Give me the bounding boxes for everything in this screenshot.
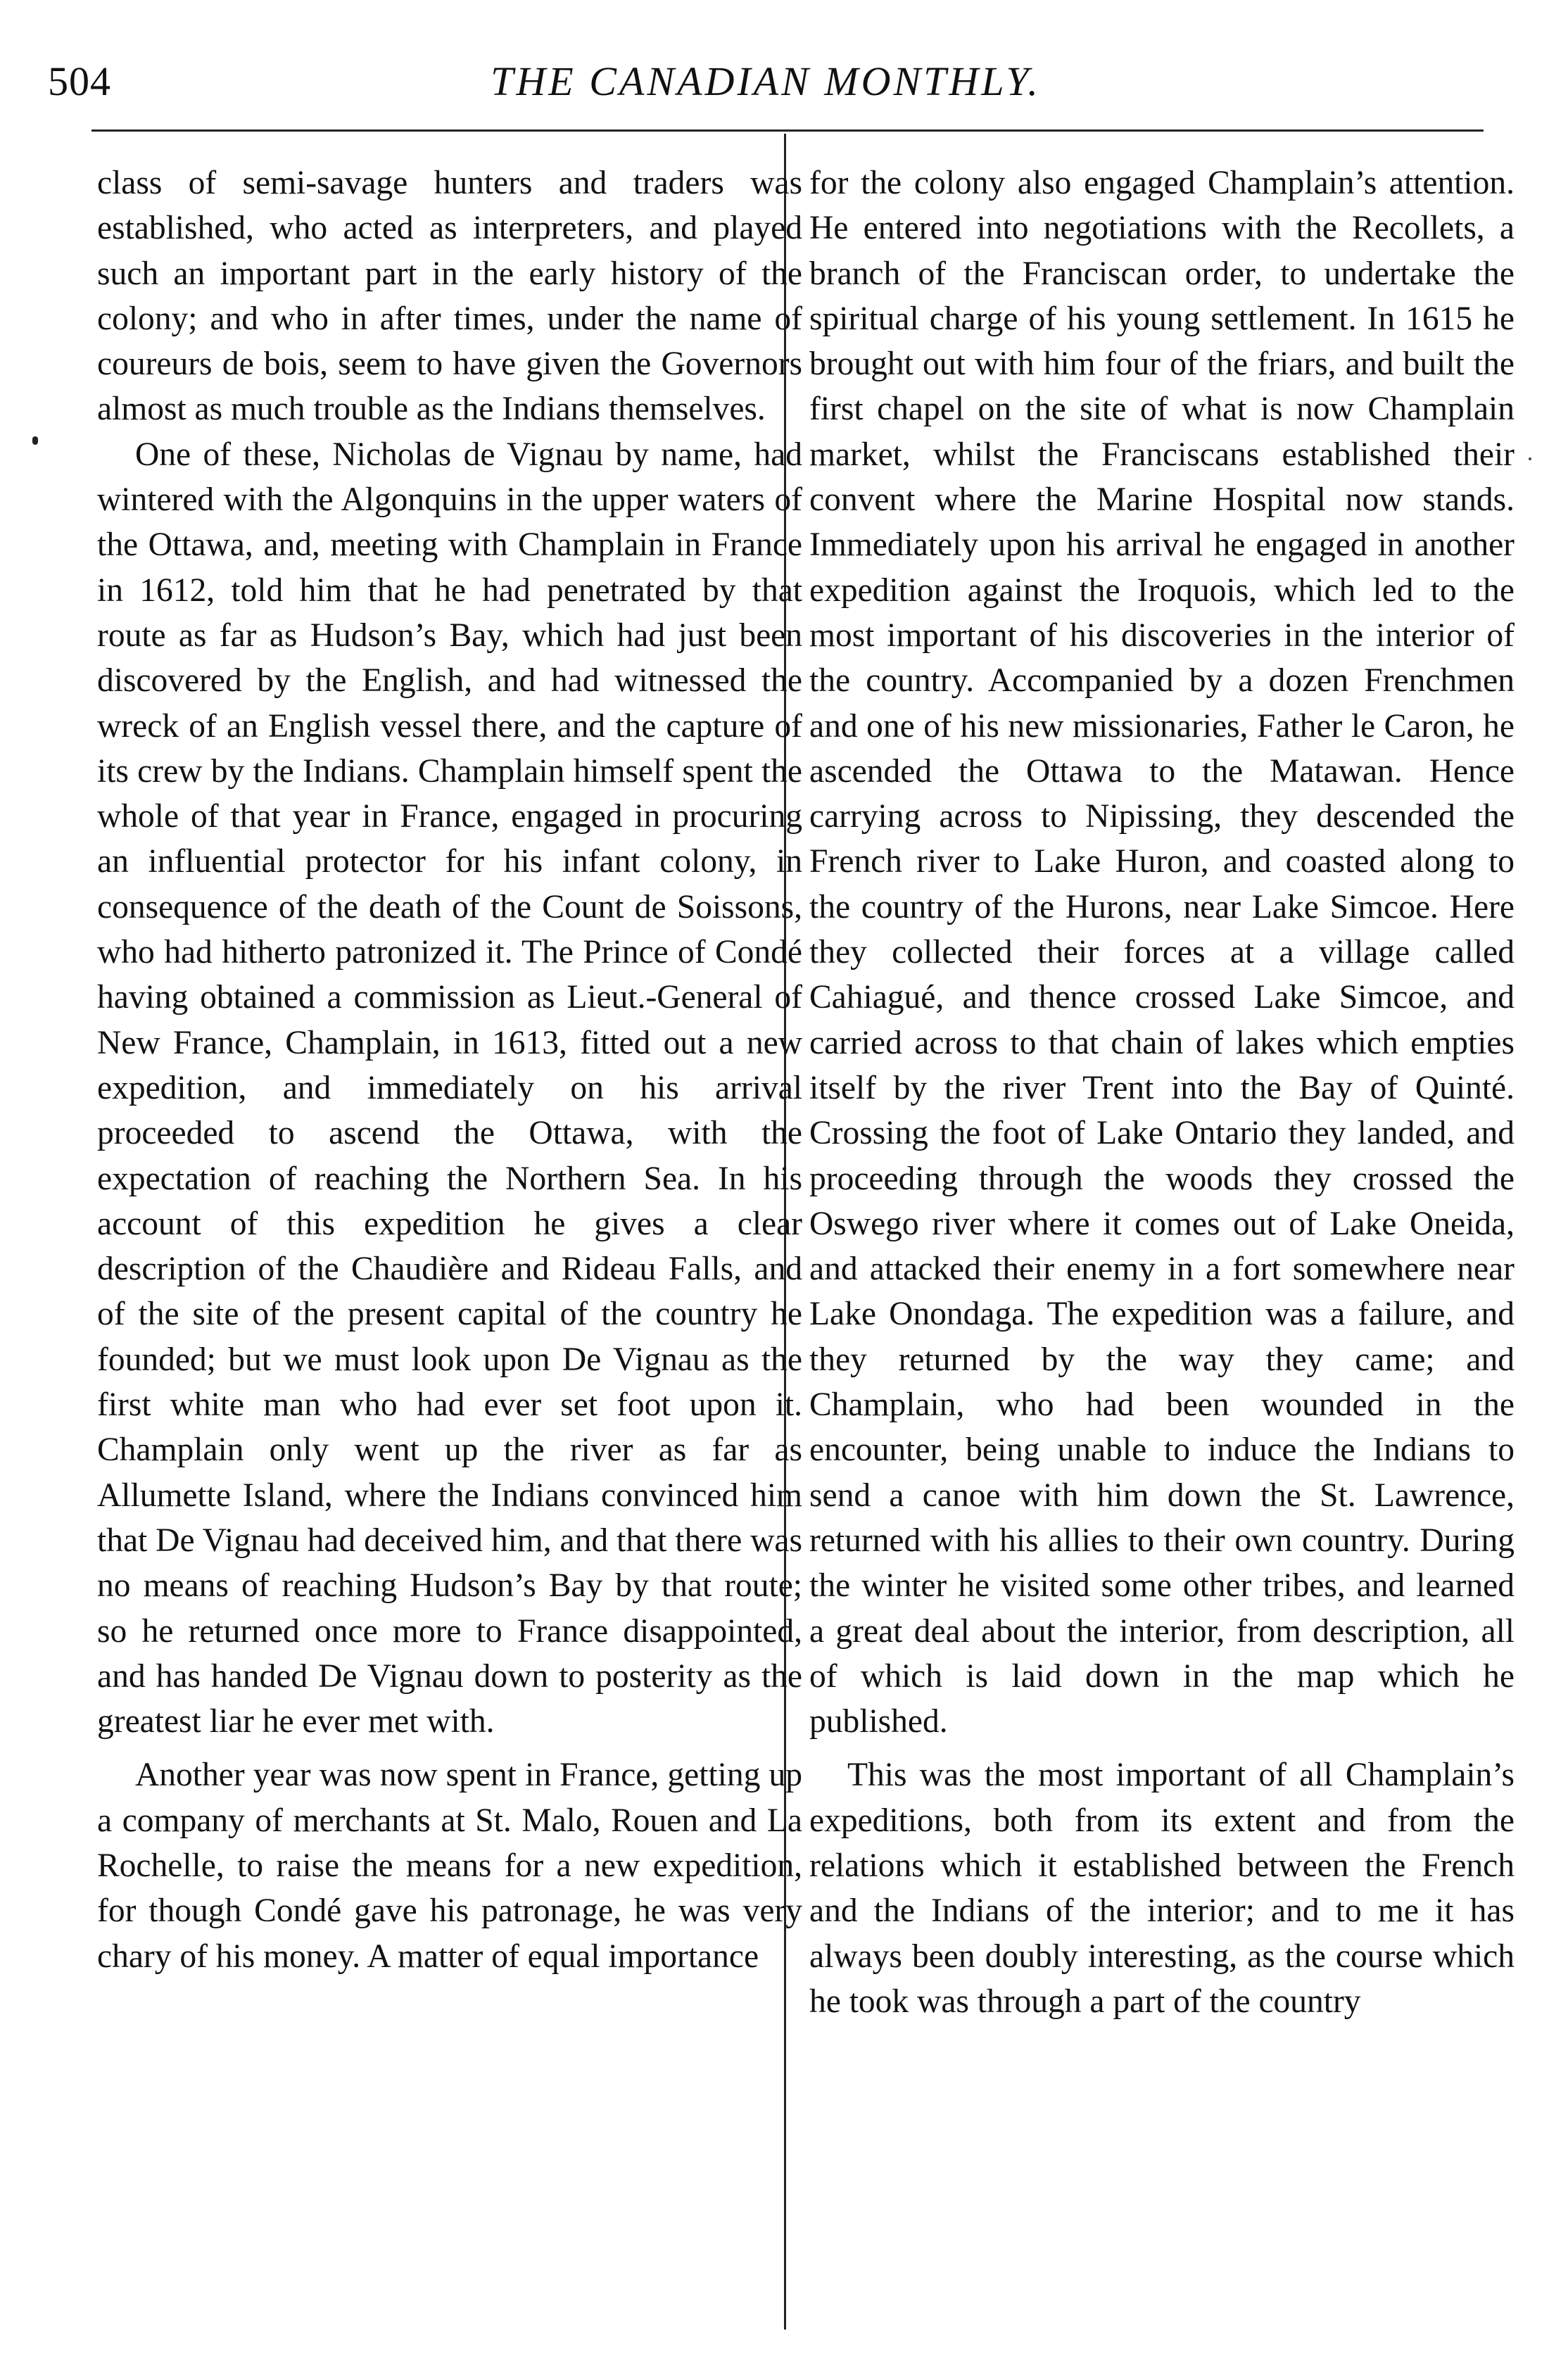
left-paragraph-3: Another year was now spent in France, getting up a company of merchants at St. Malo, Rouen and La Rochelle, to raise the means for a new expedition, for though Condé gave his patronage, he was very chary of his money. A matter of equal importance bbox=[97, 1757, 802, 1975]
running-title: THE CANADIAN MONTHLY. bbox=[491, 58, 1041, 104]
right-column bbox=[809, 160, 1515, 2024]
left-paragraph-1: class of semi-savage hunters and traders was established, who acted as interpreters, and played such an important part in the early history of the colony; and who in after times, under the name of coureurs de bois, seem to have given the Governors almost as much trouble as the Indians themselves. bbox=[97, 165, 802, 428]
left-paragraph-2: One of these, Nicholas de Vignau by name, had wintered with the Algonquins in the upper waters of the Ottawa, and, meeting with Champlain in France in 1612, told him that he had penetrated by that route as far as Hudson’s Bay, which had just been discovered by the English, and had witnessed the wreck of an English vessel there, and the capture of its crew by the Indians. Champlain himself spent the whole of that year in France, engaged in procuring an influential protector for his infant colony, in consequence of the death of the Count de Soissons, who had hitherto patronized it. The Prince of Condé having obtained a commission as Lieut.-General of New France, Champlain, in 1613, fitted out a new expedition, and immediately on his arrival proceeded to ascend the Ottawa, with the expectation of reaching the Northern Sea. In his account of this expedition he gives a clear description of the Chaudière and Rideau Falls, and of the site of the present capital of the country he founded; but we must look upon De Vignau as the first white man who had ever set foot upon it. Champlain only went up the river as far as Allumette Island, where the Indians convinced him that De Vignau had deceived him, and that there was no means of reaching Hudson’s Bay by that route; so he returned once more to France disappointed, and has handed De Vignau down to posterity as the greatest liar he ever met with. bbox=[97, 436, 802, 1740]
page-number: 504 bbox=[48, 58, 111, 104]
right-paragraph-1: for the colony also engaged Champlain’s attention. He entered into negotiations with the Recollets, a branch of the Franciscan order, to undertake the spiritual charge of his young settlement. In 1615 he brought out with him four of the friars, and built the first chapel on the site of what is now Champlain market, whilst the Franciscans established their convent where the Marine Hospital now stands. Immediately upon his arrival he engaged in another expedition against the Iroquois, which led to the most important of his discoveries in the interior of the country. Accompanied by a dozen Frenchmen and one of his new missionaries, Father le Caron, he ascended the Ottawa to the Matawan. Hence carrying across to Nipissing, they descended the French river to Lake Huron, and coasted along to the country of the Hurons, near Lake Simcoe. Here they collected their forces at a village called Cahiagué, and thence crossed Lake Simcoe, and carried across to that chain of lakes which empties itself by the river Trent into the Bay of Quinté. Crossing the foot of Lake Ontario they landed, and proceeding through the woods they crossed the Oswego river where it comes out of Lake Oneida, and attacked their enemy in a fort somewhere near Lake Onondaga. The expedition was a failure, and they returned by the way they came; and Champlain, who had been wounded in the encounter, being unable to induce the Indians to send a canoe with him down the St. Lawrence, returned with his allies to their own country. During the winter he visited some other tribes, and learned a great deal about the interior, from description, all of which is laid down in the map which he published. bbox=[809, 165, 1515, 1740]
header-rule bbox=[91, 129, 1484, 132]
margin-mark bbox=[32, 436, 38, 445]
margin-dot bbox=[1529, 457, 1531, 460]
left-column bbox=[97, 160, 802, 1979]
page-header bbox=[48, 51, 1484, 114]
right-paragraph-2: This was the most important of all Champlain’s expeditions, both from its extent and from the relations which it established between the French and the Indians of the interior; and to me it has always been doubly interesting, as the course which he took was through a part of the country bbox=[809, 1757, 1515, 2020]
